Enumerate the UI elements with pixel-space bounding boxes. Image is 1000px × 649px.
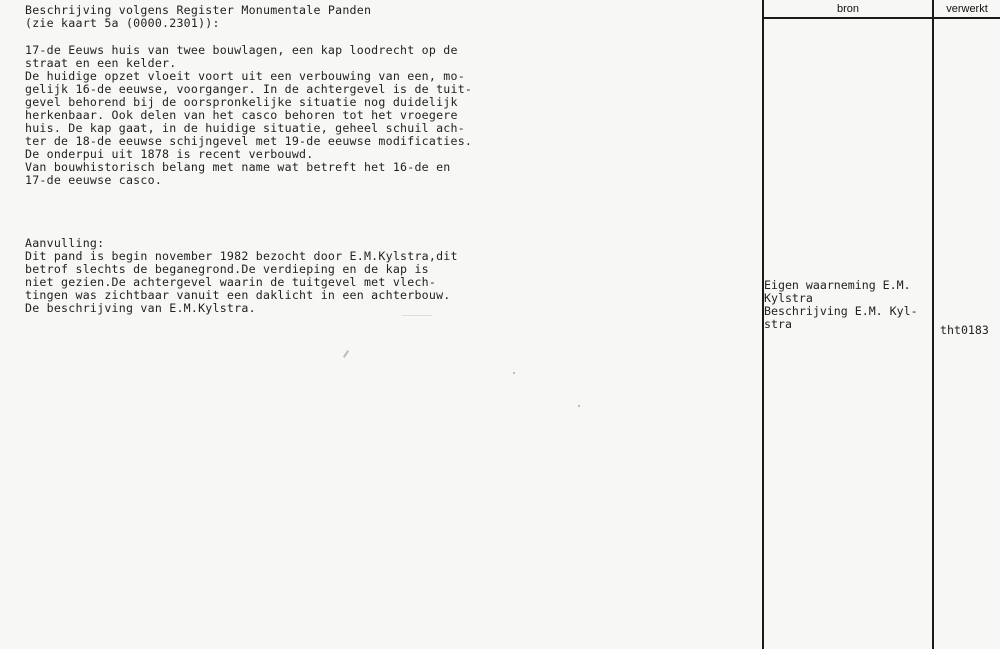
description-line: ter de 18-de eeuwse schijngevel met 19-de eeuwse modificaties. <box>25 134 473 148</box>
description-line: herkenbaar. Ook delen van het casco behoren tot het vroegere <box>25 108 458 122</box>
header-line-2: (zie kaart 5a (0000.2301)): <box>25 16 220 30</box>
aanvulling-line: tingen was zichtbaar vanuit een daklicht in een achterbouw. <box>25 288 451 302</box>
table-divider-right <box>932 0 934 649</box>
column-header-verwerkt: verwerkt <box>946 3 988 15</box>
description-line: gevel behorend bij de oorspronkelijke situatie nog duidelijk <box>25 95 458 109</box>
aanvulling-line: betrof slechts de beganegrond.De verdieping en de kap is <box>25 262 429 276</box>
aanvulling-block <box>25 237 458 315</box>
bron-line: Eigen waarneming E.M. <box>764 278 911 292</box>
aanvulling-heading: Aanvulling: <box>25 236 105 250</box>
header-line-1: Beschrijving volgens Register Monumentale Panden <box>25 3 372 17</box>
scan-speck <box>402 315 432 316</box>
table-header-rule <box>762 17 1000 19</box>
bron-cell <box>764 279 930 331</box>
description-line: De onderpui uit 1878 is recent verbouwd. <box>25 147 314 161</box>
description-line: huis. De kap gaat, in de huidige situatie, geheel schuil ach- <box>25 121 465 135</box>
description-line: straat en een kelder. <box>25 56 177 70</box>
verwerkt-cell: tht0183 <box>940 323 989 337</box>
description-line: 17-de Eeuws huis van twee bouwlagen, een kap loodrecht op de <box>25 43 458 57</box>
bron-line: Beschrijving E.M. Kyl- <box>764 304 918 318</box>
scan-speck <box>343 350 349 358</box>
aanvulling-line: Dit pand is begin november 1982 bezocht door E.M.Kylstra,dit <box>25 249 458 263</box>
description-block <box>25 44 472 187</box>
aanvulling-line: De beschrijving van E.M.Kylstra. <box>25 301 256 315</box>
scan-speck <box>513 372 515 374</box>
bron-line: stra <box>764 317 792 331</box>
bron-line: Kylstra <box>764 291 813 305</box>
description-line: De huidige opzet vloeit voort uit een verbouwing van een, mo- <box>25 69 465 83</box>
column-header-bron: bron <box>836 3 860 15</box>
description-line: gelijk 16-de eeuwse, voorganger. In de achtergevel is de tuit- <box>25 82 473 96</box>
main-text-column <box>25 3 745 315</box>
description-line: 17-de eeuwse casco. <box>25 173 163 187</box>
scan-speck <box>578 405 580 407</box>
aanvulling-line: niet gezien.De achtergevel waarin de tuitgevel met vlech- <box>25 275 437 289</box>
description-line: Van bouwhistorisch belang met name wat betreft het 16-de en <box>25 160 451 174</box>
